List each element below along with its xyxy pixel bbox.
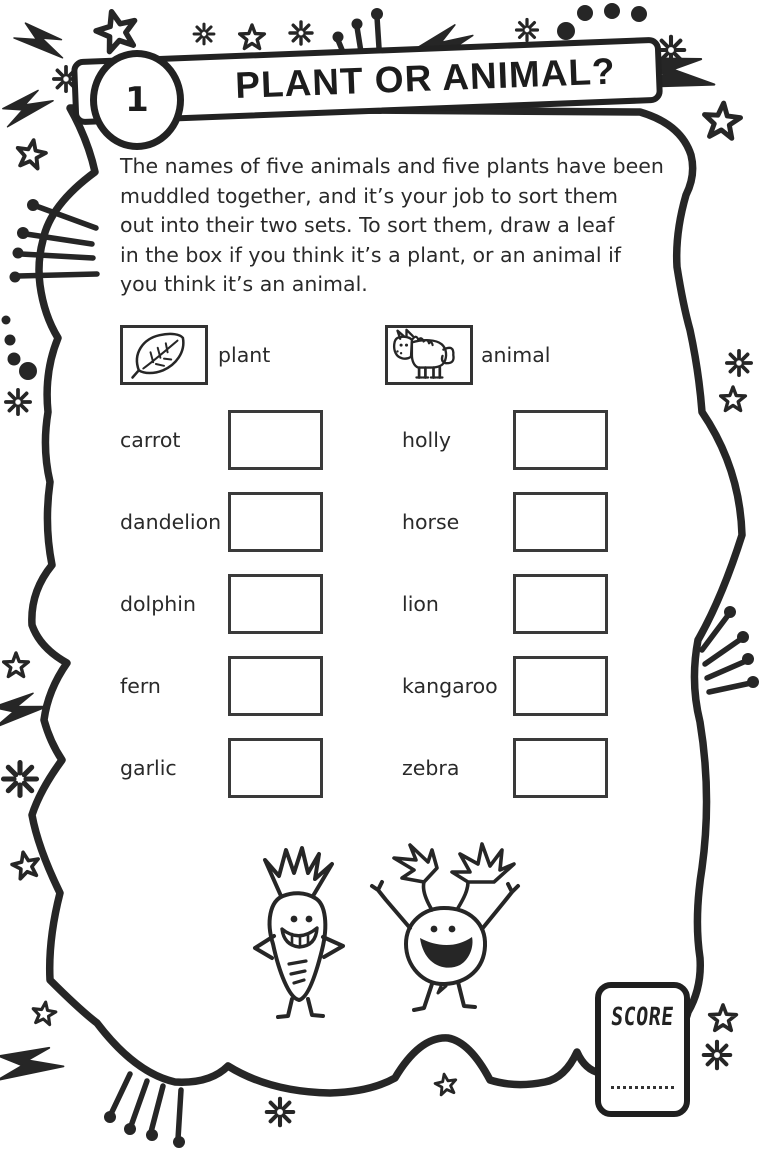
item-label-dolphin: dolphin: [120, 592, 196, 616]
item-label-lion: lion: [402, 592, 439, 616]
horse-icon: [388, 328, 470, 382]
instructions-line: out into their two sets. To sort them, draw a leaf: [120, 213, 615, 237]
animal-legend-box: [385, 325, 473, 385]
answer-box-carrot[interactable]: [228, 410, 323, 470]
answer-box-kangaroo[interactable]: [513, 656, 608, 716]
animal-legend-label: animal: [481, 343, 551, 367]
instructions-line: you think it’s an animal.: [120, 272, 368, 296]
answer-box-dandelion[interactable]: [228, 492, 323, 552]
page-title: PLANT OR ANIMAL?: [234, 50, 617, 107]
answer-box-zebra[interactable]: [513, 738, 608, 798]
instructions: [120, 152, 672, 300]
score-label: SCORE: [609, 1001, 676, 1031]
instructions-line: The names of five animals and five plants have been: [120, 154, 664, 178]
puzzle-number: 1: [125, 80, 149, 120]
item-label-garlic: garlic: [120, 756, 177, 780]
instructions-line: in the box if you think it’s a plant, or an animal if: [120, 242, 621, 267]
item-label-carrot: carrot: [120, 428, 181, 452]
item-label-zebra: zebra: [402, 756, 460, 780]
answer-box-horse[interactable]: [513, 492, 608, 552]
answer-box-garlic[interactable]: [228, 738, 323, 798]
plant-legend-box: [120, 325, 208, 385]
answer-box-fern[interactable]: [228, 656, 323, 716]
answer-box-dolphin[interactable]: [228, 574, 323, 634]
score-write-line[interactable]: [611, 1086, 674, 1089]
leaf-icon: [123, 328, 205, 382]
instructions-line: muddled together, and it’s your job to sort them: [120, 183, 618, 208]
item-label-horse: horse: [402, 510, 460, 534]
plant-legend-label: plant: [218, 343, 271, 367]
item-label-dandelion: dandelion: [120, 510, 222, 534]
item-label-holly: holly: [402, 428, 452, 452]
score-box: [595, 982, 690, 1117]
puzzle-number-badge: [90, 50, 184, 150]
answer-box-holly[interactable]: [513, 410, 608, 470]
item-label-fern: fern: [120, 674, 161, 698]
answer-box-lion[interactable]: [513, 574, 608, 634]
item-label-kangaroo: kangaroo: [402, 674, 498, 698]
